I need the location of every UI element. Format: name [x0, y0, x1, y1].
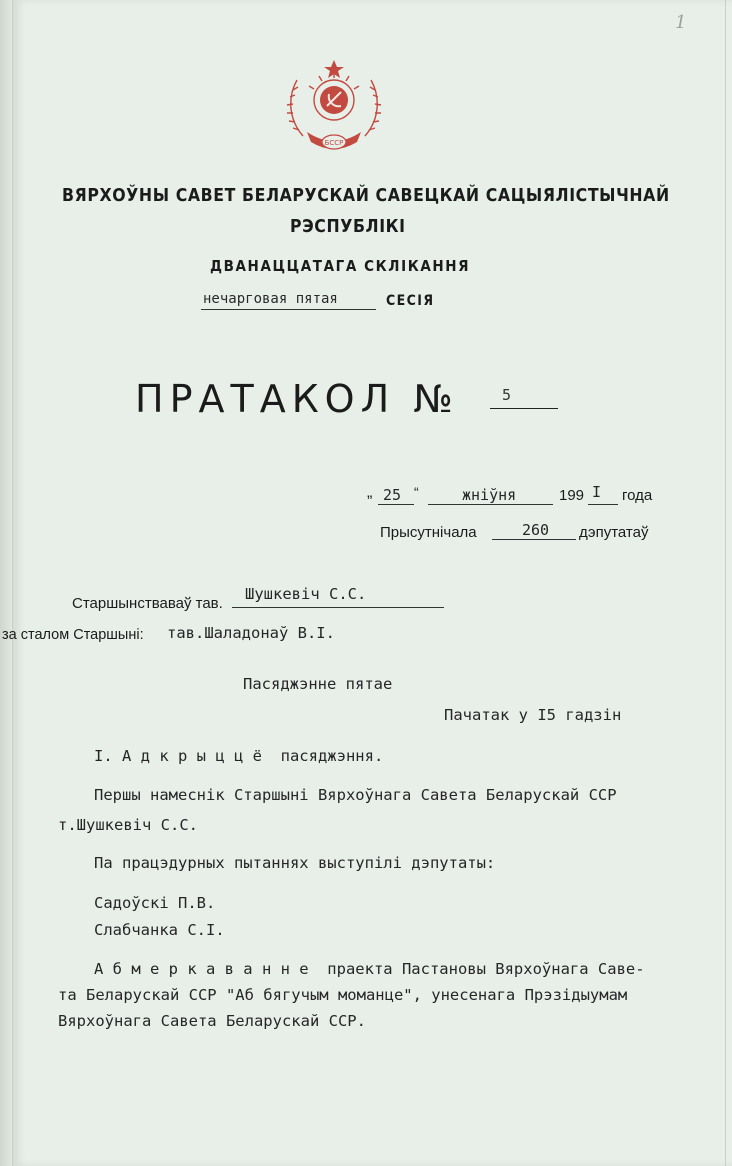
- speaker-1: Садоўскі П.В.: [94, 894, 216, 912]
- attendance-count: 260: [522, 521, 550, 539]
- document-title-line2: РЭСПУБЛІКІ: [290, 217, 406, 237]
- attendance-unit: дэпутатаў: [579, 524, 649, 541]
- page-right-edge: [725, 0, 726, 1166]
- date-year-prefix: 199: [559, 487, 585, 504]
- document-title-line1: ВЯРХОЎНЫ САВЕТ БЕЛАРУСКАЙ САВЕЦКАЙ САЦЫЯЛІСТЫЧНАЙ: [62, 186, 670, 206]
- session-value: нечарговая пятая: [203, 291, 338, 307]
- paragraph-3-line-1: А б м е р к а в а н н е праекта Пастановы Вярхоўнага Саве-: [94, 960, 645, 978]
- paragraph-1-line-2: т.Шушкевіч С.С.: [58, 816, 198, 834]
- protocol-number: 5: [502, 386, 512, 404]
- date-month: жніўня: [462, 486, 517, 504]
- secretary-label: за сталом Старшыні:: [2, 627, 144, 643]
- chair-name: Шушкевіч С.С.: [245, 585, 367, 603]
- emblem-label: БССР: [324, 139, 344, 147]
- convocation-heading: ДВАНАЦЦАТАГА СКЛІКАННЯ: [210, 257, 471, 275]
- state-emblem-icon: [283, 58, 385, 158]
- date-year-suffix: I: [592, 483, 602, 501]
- attendance-label: Прысутнічала: [380, 524, 477, 541]
- date-year-label: года: [622, 487, 653, 504]
- paragraph-2: Па працэдурных пытаннях выступілі дэпутаты:: [94, 854, 496, 872]
- secretary-name: тав.Шаладонаў В.І.: [167, 624, 335, 642]
- chair-label: Старшынстваваў тав.: [72, 595, 223, 612]
- sitting-title: Пасяджэнне пятае: [243, 675, 393, 693]
- protocol-number-underline: [490, 408, 558, 409]
- speaker-2: Слабчанка С.І.: [94, 921, 225, 939]
- date-close-quote: “: [414, 484, 419, 500]
- date-open-quote: „: [367, 484, 373, 501]
- paragraph-3-line-2: та Беларускай ССР "Аб бягучым моманце", унесенага Прэзідыумам: [58, 986, 628, 1004]
- start-time: Пачатак у І5 гадзін: [444, 706, 622, 724]
- page-binding-edge: [0, 0, 12, 1166]
- date-day: 25: [383, 486, 402, 504]
- paragraph-3-line-3: Вярхоўнага Савета Беларускай ССР.: [58, 1012, 366, 1030]
- paragraph-1-line-1: Першы намеснік Старшыні Вярхоўнага Савета Беларускай ССР: [94, 786, 617, 804]
- page-number: 1: [675, 12, 687, 33]
- session-label: СЕСІЯ: [386, 293, 435, 309]
- agenda-item-1: І. А д к р ы ц ц ё пасяджэння.: [94, 747, 384, 765]
- protocol-heading: ПРАТАКОЛ №: [135, 377, 459, 421]
